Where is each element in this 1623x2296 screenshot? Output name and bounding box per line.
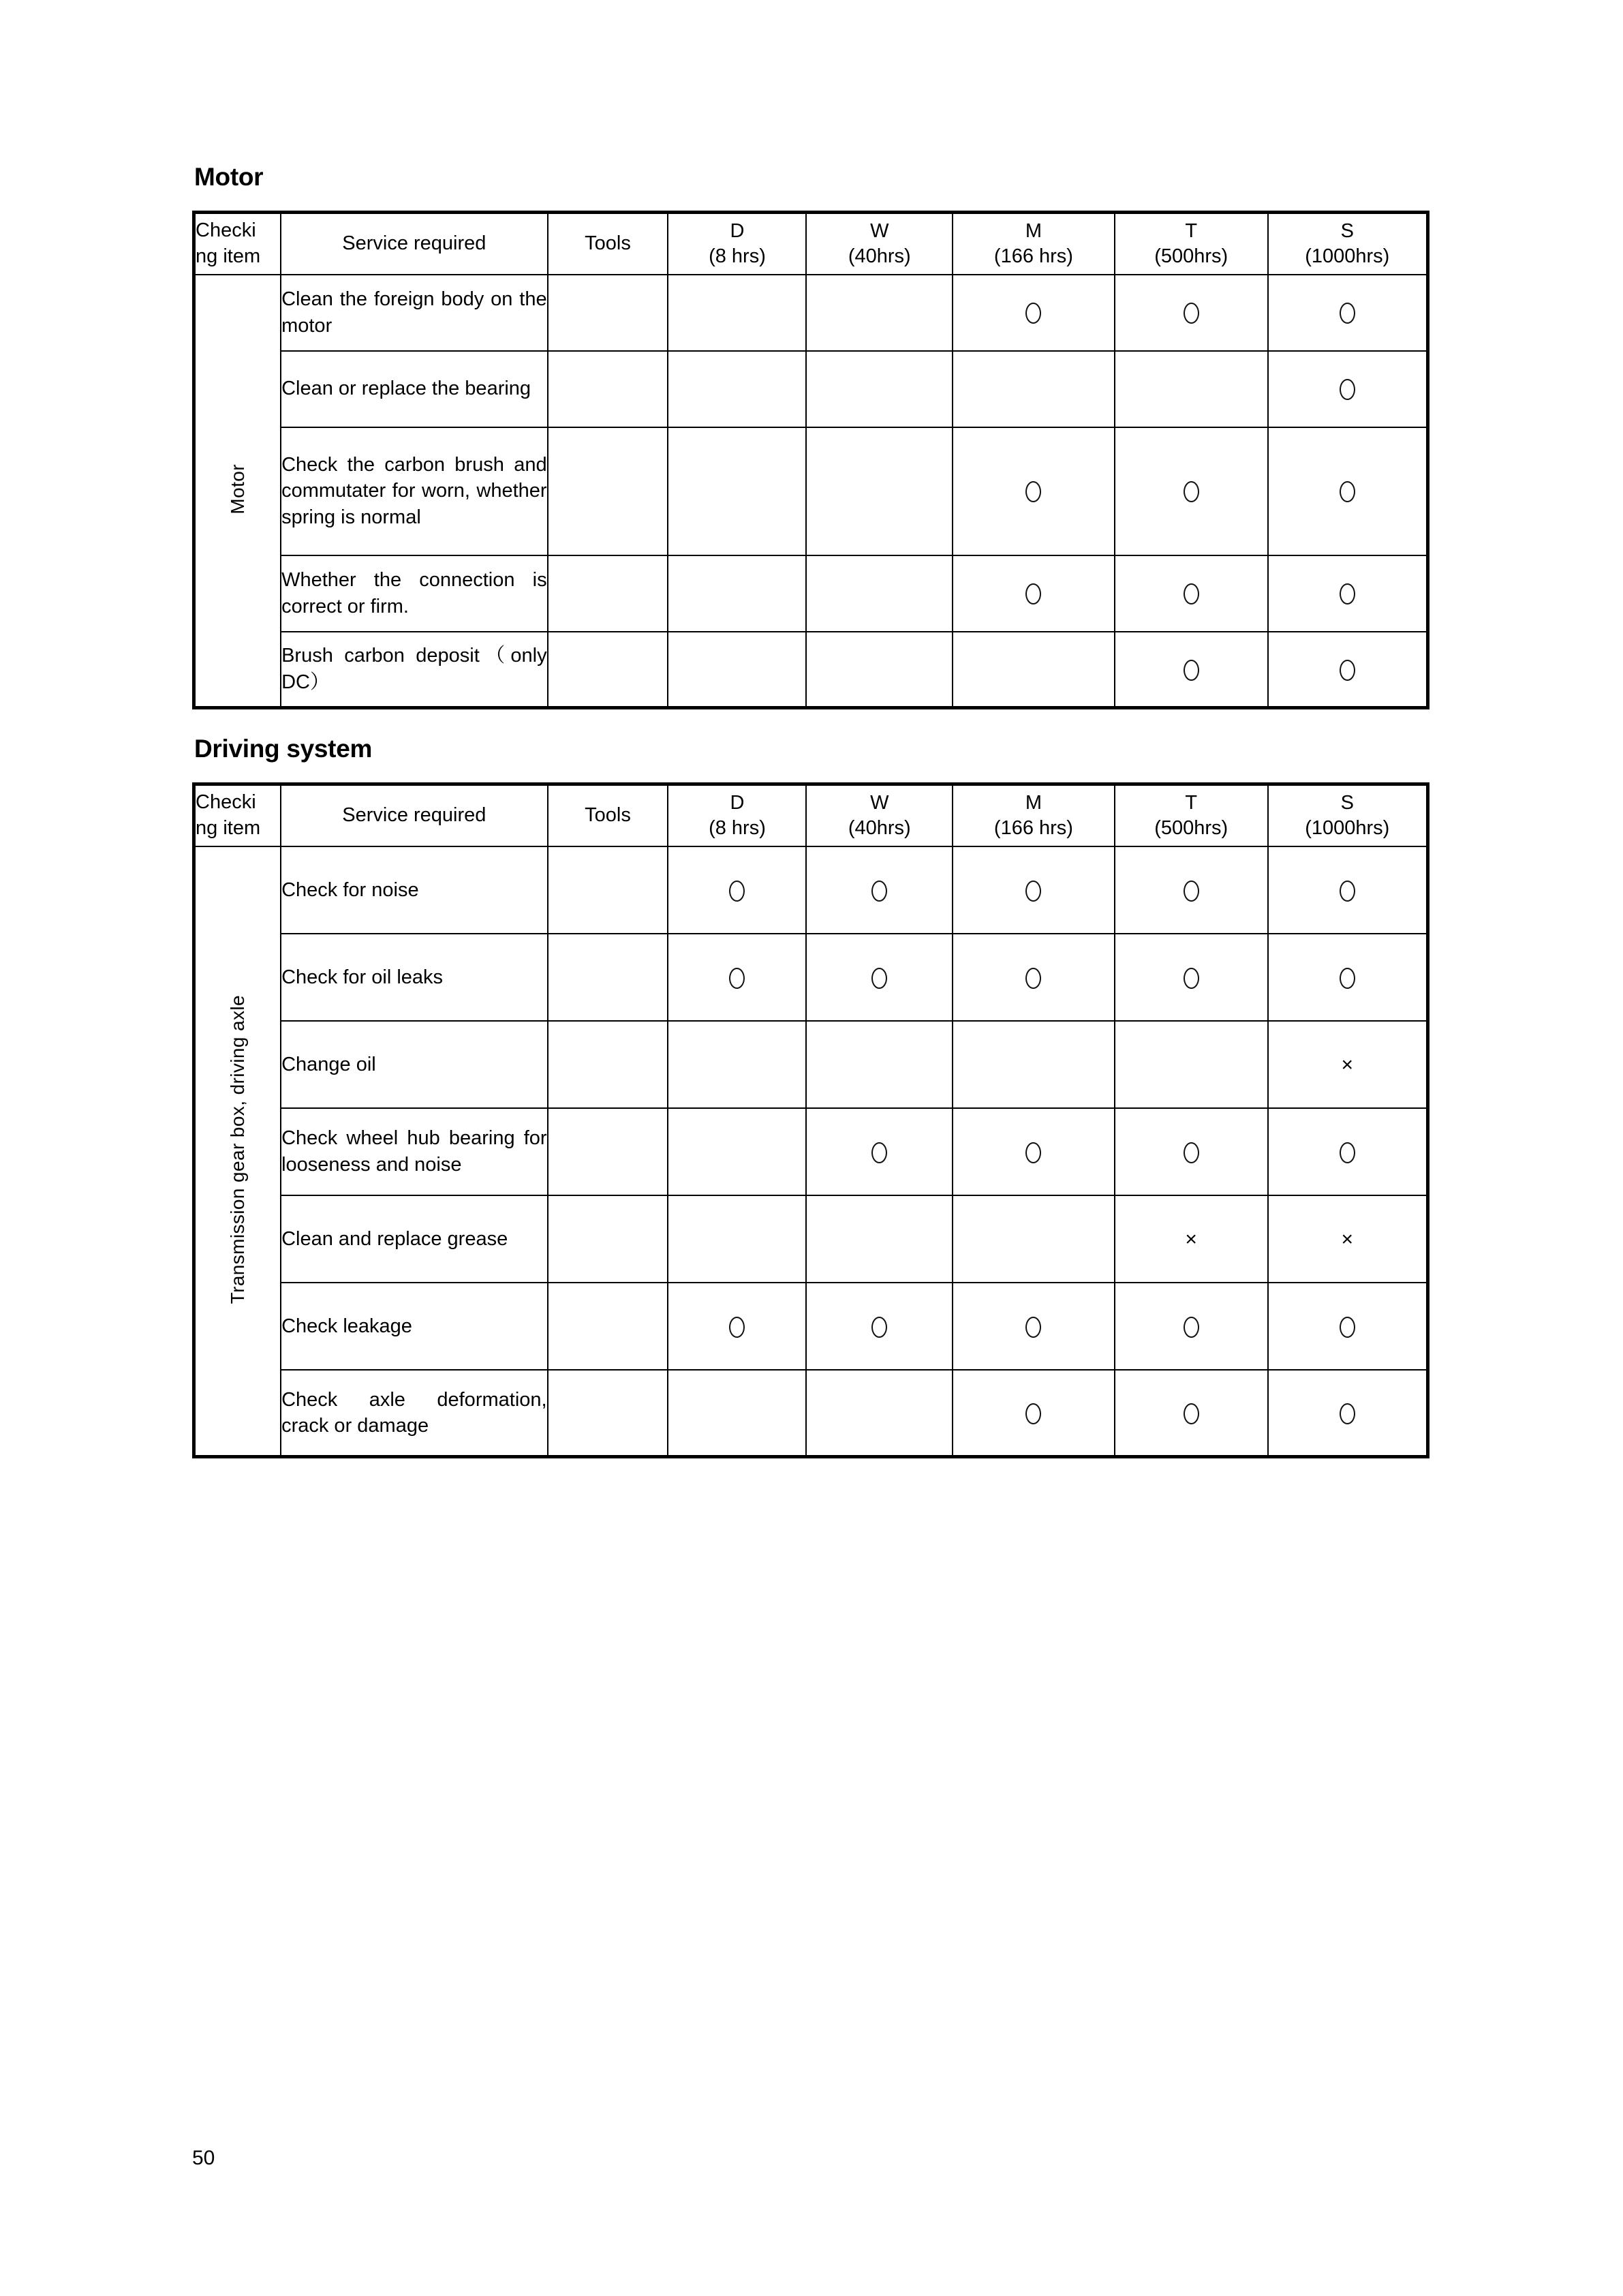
cell-trimestral (1115, 632, 1268, 708)
cell-service-required: Whether the connection is correct or firm. (281, 555, 547, 632)
table-body-driving-system (194, 846, 1428, 1457)
cell-trimestral (1115, 1283, 1268, 1370)
cell-service-required: Clean and replace grease (281, 1195, 547, 1283)
cell-monthly (953, 632, 1115, 708)
cell-monthly (953, 427, 1115, 555)
cell-tools (548, 555, 668, 632)
cell-tools (548, 1370, 668, 1457)
cell-daily (668, 846, 806, 934)
section-title-motor: Motor (194, 163, 264, 191)
column-header-trimestral: T (500hrs) (1115, 212, 1268, 275)
mark-circle-icon (1025, 881, 1041, 902)
mark-circle-icon (1340, 660, 1355, 681)
cell-monthly (953, 934, 1115, 1021)
cell-trimestral (1115, 846, 1268, 934)
table-row (194, 632, 1428, 708)
cell-daily (668, 1021, 806, 1108)
mark-circle-icon (1340, 583, 1355, 604)
cell-weekly (806, 1195, 953, 1283)
mark-circle-icon (1184, 303, 1199, 324)
cell-trimestral (1115, 1195, 1268, 1283)
mark-circle-icon (1184, 968, 1199, 989)
cell-service-required: Check axle deformation, crack or damage (281, 1370, 547, 1457)
cell-service-required: Check for oil leaks (281, 934, 547, 1021)
cell-monthly (953, 846, 1115, 934)
column-header-monthly: M (166 hrs) (953, 784, 1115, 846)
cell-semestral (1268, 555, 1428, 632)
column-header-monthly: M (166 hrs) (953, 212, 1115, 275)
table-header-row (194, 784, 1428, 846)
cell-daily (668, 1283, 806, 1370)
table-row (194, 846, 1428, 934)
cell-daily (668, 632, 806, 708)
mark-circle-icon (871, 881, 887, 902)
cell-tools (548, 632, 668, 708)
mark-circle-icon (1340, 968, 1355, 989)
cell-semestral (1268, 632, 1428, 708)
group-label-text: Motor (227, 463, 249, 515)
cell-tools (548, 846, 668, 934)
cell-tools (548, 427, 668, 555)
column-header-tools: Tools (548, 784, 668, 846)
column-header-checking-item: Checki ng item (194, 212, 281, 275)
cell-trimestral (1115, 934, 1268, 1021)
mark-circle-icon (1025, 303, 1041, 324)
mark-circle-icon (729, 1317, 745, 1338)
column-header-daily: D (8 hrs) (668, 212, 806, 275)
table-row (194, 1195, 1428, 1283)
mark-circle-icon (1340, 1142, 1355, 1163)
table-row (194, 1021, 1428, 1108)
cell-weekly (806, 934, 953, 1021)
table-row (194, 934, 1428, 1021)
cell-semestral (1268, 1370, 1428, 1457)
mark-circle-icon (1184, 1317, 1199, 1338)
section-title-driving-system: Driving system (194, 735, 373, 763)
cell-daily (668, 1370, 806, 1457)
mark-circle-icon (1025, 968, 1041, 989)
cell-service-required: Check the carbon brush and commutater for worn, whether spring is normal (281, 427, 547, 555)
cell-weekly (806, 1021, 953, 1108)
cell-service-required: Change oil (281, 1021, 547, 1108)
cell-trimestral (1115, 555, 1268, 632)
cell-tools (548, 1283, 668, 1370)
checking-item-group-label (194, 275, 281, 708)
cell-semestral (1268, 1108, 1428, 1195)
cell-monthly (953, 555, 1115, 632)
cell-weekly (806, 555, 953, 632)
table-row (194, 351, 1428, 427)
table-body-motor (194, 275, 1428, 708)
table-row (194, 555, 1428, 632)
cell-service-required: Brush carbon deposit（only DC） (281, 632, 547, 708)
cell-service-required: Check leakage (281, 1283, 547, 1370)
mark-circle-icon (1340, 481, 1355, 502)
mark-circle-icon (871, 1142, 887, 1163)
table-row (194, 275, 1428, 351)
cell-weekly (806, 1108, 953, 1195)
cell-service-required: Check wheel hub bearing for looseness and noise (281, 1108, 547, 1195)
cell-semestral (1268, 1021, 1428, 1108)
maintenance-table-driving-system (192, 782, 1429, 1459)
mark-circle-icon (1340, 881, 1355, 902)
cell-daily (668, 427, 806, 555)
cell-weekly (806, 351, 953, 427)
cell-tools (548, 934, 668, 1021)
mark-circle-icon (1025, 583, 1041, 604)
mark-circle-icon (729, 881, 745, 902)
checking-item-group-label (194, 846, 281, 1457)
cell-tools (548, 1021, 668, 1108)
page-number: 50 (192, 2147, 215, 2169)
cell-daily (668, 934, 806, 1021)
column-header-service-required: Service required (281, 784, 547, 846)
column-header-checking-item: Checki ng item (194, 784, 281, 846)
cell-monthly (953, 1108, 1115, 1195)
cell-service-required: Clean or replace the bearing (281, 351, 547, 427)
cell-semestral (1268, 1195, 1428, 1283)
cell-trimestral (1115, 1370, 1268, 1457)
cell-tools (548, 275, 668, 351)
mark-circle-icon (1025, 481, 1041, 502)
cell-tools (548, 351, 668, 427)
mark-cross-icon: × (1185, 1228, 1197, 1251)
mark-cross-icon: × (1341, 1054, 1354, 1077)
cell-semestral (1268, 846, 1428, 934)
cell-service-required: Clean the foreign body on the motor (281, 275, 547, 351)
mark-circle-icon (1025, 1317, 1041, 1338)
cell-tools (548, 1108, 668, 1195)
column-header-daily: D (8 hrs) (668, 784, 806, 846)
cell-daily (668, 351, 806, 427)
table-row (194, 1108, 1428, 1195)
cell-semestral (1268, 275, 1428, 351)
cell-weekly (806, 427, 953, 555)
cell-trimestral (1115, 427, 1268, 555)
cell-weekly (806, 1370, 953, 1457)
column-header-tools: Tools (548, 212, 668, 275)
column-header-semestral: S (1000hrs) (1268, 784, 1428, 846)
cell-monthly (953, 1195, 1115, 1283)
cell-weekly (806, 1283, 953, 1370)
cell-tools (548, 1195, 668, 1283)
mark-circle-icon (1340, 379, 1355, 400)
maintenance-table-motor (192, 211, 1429, 710)
mark-circle-icon (729, 968, 745, 989)
cell-daily (668, 555, 806, 632)
column-header-weekly: W (40hrs) (806, 784, 953, 846)
cell-weekly (806, 275, 953, 351)
cell-daily (668, 1108, 806, 1195)
column-header-weekly: W (40hrs) (806, 212, 953, 275)
cell-semestral (1268, 351, 1428, 427)
cell-trimestral (1115, 1108, 1268, 1195)
mark-circle-icon (1340, 1317, 1355, 1338)
cell-monthly (953, 1283, 1115, 1370)
table-row (194, 427, 1428, 555)
cell-service-required: Check for noise (281, 846, 547, 934)
table-row (194, 1283, 1428, 1370)
cell-monthly (953, 275, 1115, 351)
mark-circle-icon (1025, 1403, 1041, 1424)
column-header-trimestral: T (500hrs) (1115, 784, 1268, 846)
cell-trimestral (1115, 1021, 1268, 1108)
mark-circle-icon (1184, 881, 1199, 902)
cell-trimestral (1115, 351, 1268, 427)
mark-circle-icon (1184, 1142, 1199, 1163)
cell-weekly (806, 846, 953, 934)
mark-circle-icon (871, 968, 887, 989)
table-header-row (194, 212, 1428, 275)
cell-monthly (953, 1370, 1115, 1457)
mark-circle-icon (1184, 583, 1199, 604)
column-header-semestral: S (1000hrs) (1268, 212, 1428, 275)
mark-circle-icon (1184, 660, 1199, 681)
cell-daily (668, 275, 806, 351)
mark-circle-icon (1025, 1142, 1041, 1163)
cell-monthly (953, 351, 1115, 427)
mark-circle-icon (1340, 303, 1355, 324)
cell-weekly (806, 632, 953, 708)
cell-monthly (953, 1021, 1115, 1108)
group-label-text: Transmission gear box, driving axle (227, 994, 249, 1304)
mark-cross-icon: × (1341, 1228, 1354, 1251)
table-row (194, 1370, 1428, 1457)
cell-trimestral (1115, 275, 1268, 351)
cell-semestral (1268, 1283, 1428, 1370)
mark-circle-icon (1184, 1403, 1199, 1424)
cell-semestral (1268, 934, 1428, 1021)
mark-circle-icon (871, 1317, 887, 1338)
cell-daily (668, 1195, 806, 1283)
column-header-service-required: Service required (281, 212, 547, 275)
cell-semestral (1268, 427, 1428, 555)
page-content (192, 164, 1429, 1458)
mark-circle-icon (1340, 1403, 1355, 1424)
mark-circle-icon (1184, 481, 1199, 502)
